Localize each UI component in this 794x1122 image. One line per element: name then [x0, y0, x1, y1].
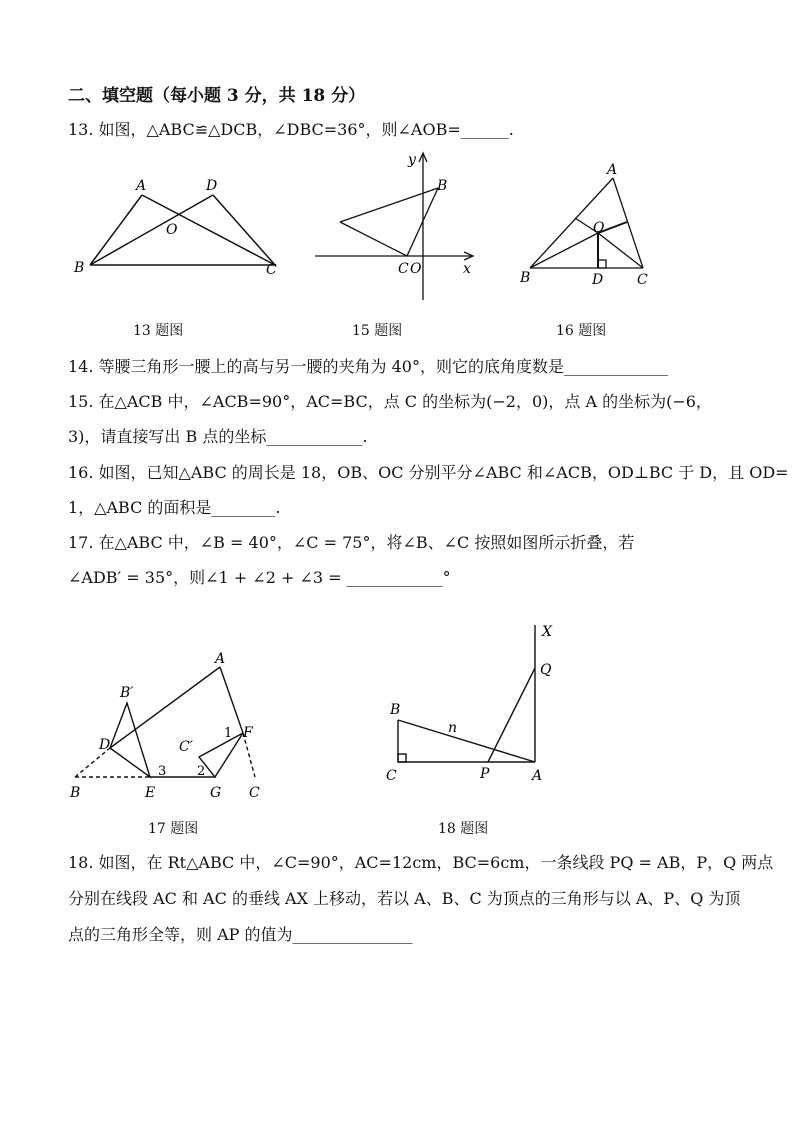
angle-1: 1 — [224, 726, 233, 741]
figure-18 — [380, 620, 570, 790]
bisector-bo — [530, 233, 598, 268]
segment-ac — [613, 178, 643, 268]
label-b: B — [390, 702, 401, 718]
label-b-prime: B′ — [120, 685, 134, 701]
caption-17: 17 题图 — [148, 821, 199, 837]
label-f: F — [243, 725, 253, 741]
label-d: D — [99, 737, 111, 753]
question-18-line-3: 点的三角形全等，则 AP 的值为_______________ — [68, 925, 413, 944]
segment-ba — [398, 720, 535, 762]
caption-16: 16 题图 — [556, 323, 607, 339]
figure-16 — [515, 160, 665, 290]
label-b: B — [74, 260, 85, 276]
label-c-prime: C′ — [179, 739, 193, 755]
question-17-line-2: ∠ADB′ = 35°，则∠1 + ∠2 + ∠3 = ____________° — [68, 568, 451, 587]
segment-ac — [340, 222, 407, 256]
label-g: G — [210, 785, 222, 801]
question-16-line-2: 1，△ABC 的面积是________. — [68, 498, 281, 517]
question-14: 14. 等腰三角形一腰上的高与另一腰的夹角为 40°，则它的底角度数是_____________ — [68, 357, 668, 376]
label-a: A — [532, 768, 543, 784]
figure-17-svg — [65, 645, 280, 805]
right-angle-mark — [598, 260, 606, 268]
caption-15: 15 题图 — [352, 323, 403, 339]
figure-15-svg — [310, 150, 490, 305]
label-a: A — [136, 178, 147, 194]
label-x: X — [542, 624, 552, 640]
label-o: O — [593, 220, 605, 236]
folded-triangle-c — [199, 733, 243, 777]
label-n: n — [448, 720, 458, 736]
figure-16-svg — [515, 160, 665, 290]
figure-15 — [310, 150, 490, 305]
label-y: y — [408, 152, 416, 168]
angle-3: 3 — [158, 764, 167, 779]
label-c: C — [398, 261, 409, 277]
segment-af — [220, 667, 243, 733]
question-18-line-2: 分别在线段 AC 和 AC 的垂线 AX 上移动，若以 A、B、C 为顶点的三角形与以 A、P、Q 为顶 — [68, 889, 741, 908]
figure-13-svg — [74, 170, 300, 280]
section-heading: 二、填空题（每小题 3 分，共 18 分） — [68, 86, 366, 106]
right-angle-mark — [398, 754, 406, 762]
label-c: C — [637, 272, 648, 288]
figure-13 — [74, 170, 300, 280]
label-p: P — [480, 766, 490, 782]
caption-18: 18 题图 — [438, 821, 489, 837]
label-a: A — [215, 651, 226, 667]
segment-dc — [213, 195, 275, 265]
label-b: B — [437, 178, 448, 194]
label-e: E — [145, 785, 156, 801]
segment-ac — [142, 195, 275, 265]
label-c: C — [249, 785, 260, 801]
label-q: Q — [540, 662, 552, 678]
label-o: O — [166, 222, 178, 238]
label-a: A — [607, 162, 618, 178]
label-x: x — [463, 261, 471, 277]
bisector-co — [598, 233, 643, 268]
label-c: C — [386, 768, 397, 784]
question-16-line-1: 16. 如图，已知△ABC 的周长是 18，OB、OC 分别平分∠ABC 和∠ACB，OD⊥BC 于 D，且 OD= — [68, 463, 789, 482]
question-18-line-1: 18. 如图，在 Rt△ABC 中，∠C=90°，AC=12cm，BC=6cm，一条线段 PQ = AB，P，Q 两点 — [68, 853, 774, 872]
segment-ba — [90, 195, 142, 265]
label-b: B — [70, 785, 81, 801]
label-o: O — [410, 261, 422, 277]
folded-triangle-b — [110, 703, 150, 777]
label-c: C — [266, 262, 277, 278]
label-d: D — [206, 178, 218, 194]
figure-17 — [65, 645, 280, 805]
segment-pq — [488, 668, 535, 762]
question-15-line-2: 3)，请直接写出 B 点的坐标____________. — [68, 427, 368, 446]
label-d: D — [592, 272, 604, 288]
question-13: 13. 如图，△ABC≌△DCB，∠DBC=36°，则∠AOB=______. — [68, 120, 514, 139]
label-b: B — [520, 270, 531, 286]
caption-13: 13 题图 — [133, 323, 184, 339]
question-17-line-1: 17. 在△ABC 中，∠B = 40°，∠C = 75°，将∠B、∠C 按照如图所示折叠，若 — [68, 533, 635, 552]
question-15-line-1: 15. 在△ACB 中，∠ACB=90°，AC=BC，点 C 的坐标为(−2，0)，点 A 的坐标为(−6， — [68, 392, 712, 411]
figure-18-svg — [380, 620, 570, 790]
segment-da — [110, 667, 220, 748]
segment-bd — [90, 195, 213, 265]
angle-2: 2 — [197, 764, 206, 779]
